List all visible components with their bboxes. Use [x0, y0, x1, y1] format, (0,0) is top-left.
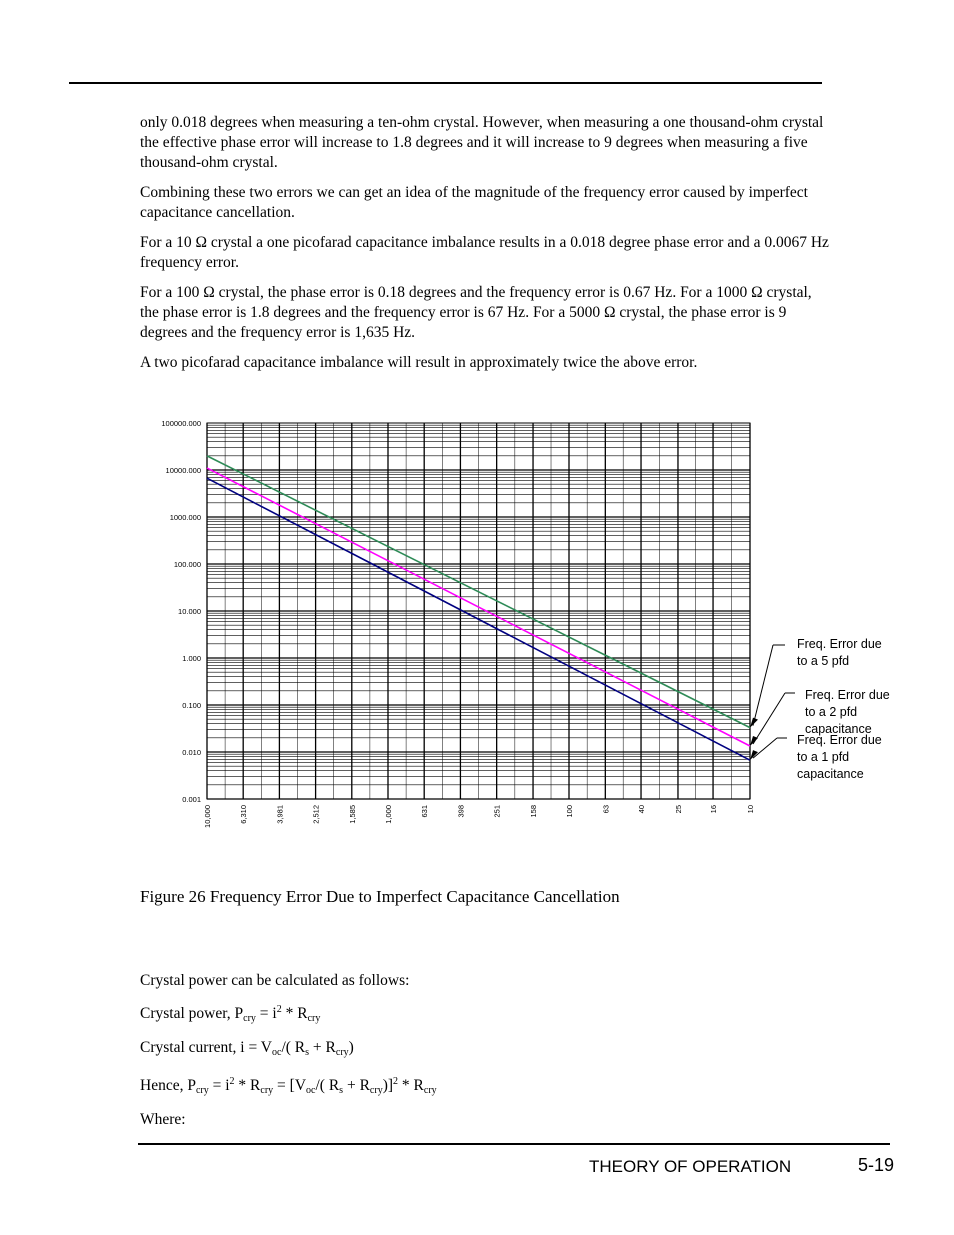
y-tick-label: 10.000: [178, 607, 201, 616]
formulas: [140, 971, 437, 1139]
x-tick-labels: [203, 805, 755, 828]
formula-intro: Crystal power can be calculated as follows:: [140, 972, 410, 989]
y-tick-label: 0.100: [182, 701, 201, 710]
y-tick-labels: [161, 419, 201, 804]
y-tick-label: 1.000: [182, 654, 201, 663]
annotation-text: capacitance: [797, 767, 864, 781]
y-tick-label: 100000.000: [161, 419, 201, 428]
annotation-text: Freq. Error due: [797, 733, 882, 747]
figure-caption: Figure 26 Frequency Error Due to Imperfect Capacitance Cancellation: [140, 887, 620, 906]
annotation-text: to a 2 pfd: [805, 705, 858, 719]
paragraph: For a 10 Ω crystal a one picofarad capacitance imbalance results in a 0.018 degree phase error and a 0.0067 Hz frequency error.: [140, 234, 829, 271]
footer-page-number: 5-19: [858, 1155, 895, 1175]
x-tick-label: 3,981: [275, 805, 285, 824]
x-tick-label: 63: [601, 805, 611, 814]
annotation-text: to a 1 pfd: [797, 750, 850, 764]
x-tick-label: 16: [709, 805, 719, 814]
formula-where: Where:: [140, 1111, 186, 1128]
paragraph: Combining these two errors we can get an idea of the magnitude of the frequency error caused by imperfect capacitance cancellation.: [140, 184, 808, 221]
x-tick-label: 10: [746, 805, 755, 814]
x-tick-label: 251: [492, 805, 502, 818]
x-tick-label: 6,310: [239, 805, 249, 824]
formula-current: Crystal current, $i = V_{oc}/$( $R_s + R_{cry}$): [140, 1039, 354, 1058]
x-tick-label: 100: [565, 805, 574, 818]
body-text: [140, 113, 830, 383]
annotation-text: to a 5 pfd: [797, 654, 850, 668]
paragraph: For a 100 Ω crystal, the phase error is 0.18 degrees and the frequency error is 0.67 Hz. For a 1000 Ω crystal, the phase error is 1.8 degrees and the frequency error is 67 Hz. For a 5000 Ω crystal, the phase error is 9 degrees and the frequency error is 1,635 Hz.: [140, 284, 812, 341]
footer-section-title: THEORY OF OPERATION: [589, 1157, 792, 1176]
formula-hence: Hence, $P_{cry} = i^2 * R_{cry} = [V_{oc}/$( $R_s + R_{cry})]^2 * R_{cry}$: [140, 1076, 437, 1096]
annotation-text: capacitance: [805, 722, 872, 736]
y-tick-label: 10000.000: [165, 466, 201, 475]
x-tick-label: 398: [456, 805, 466, 818]
x-tick-label: 1,585: [347, 805, 357, 824]
annotation-text: Freq. Error due: [797, 637, 882, 651]
annotation-leader: [753, 738, 777, 758]
annotation-text: Freq. Error due: [805, 688, 890, 702]
x-tick-label: 1,000: [384, 805, 393, 824]
y-tick-label: 1000.000: [169, 513, 201, 522]
x-tick-label: 2,512: [311, 805, 321, 824]
annotation-arrowhead: [750, 718, 758, 728]
formula-power: Crystal power, $P_{cry} = i^2 * R_{cry}$: [140, 1004, 321, 1024]
y-tick-label: 0.001: [182, 795, 201, 804]
paragraph: A two picofarad capacitance imbalance will result in approximately twice the above error.: [140, 354, 698, 371]
frequency-error-chart: [140, 405, 900, 845]
x-tick-label: 25: [673, 805, 683, 814]
footer-rule: [138, 1143, 890, 1145]
x-tick-label: 158: [529, 805, 539, 818]
chart-grid: [207, 423, 750, 799]
annotation-leader: [753, 645, 773, 726]
legend-annotations: [750, 637, 890, 781]
y-tick-label: 100.000: [173, 560, 201, 569]
chart-svg: [140, 405, 900, 845]
annotation-leader: [753, 693, 785, 744]
x-tick-label: 631: [420, 805, 430, 818]
header-rule: [69, 82, 822, 84]
x-tick-label: 40: [637, 805, 647, 814]
y-tick-label: 0.010: [182, 748, 201, 757]
x-tick-label: 10,000: [203, 805, 212, 828]
paragraph: only 0.018 degrees when measuring a ten-ohm crystal. However, when measuring a one thousand-ohm crystal the effective phase error will increase to 1.8 degrees and it will increase to 9 degrees when measuring a five thousand-ohm crystal.: [140, 114, 824, 171]
